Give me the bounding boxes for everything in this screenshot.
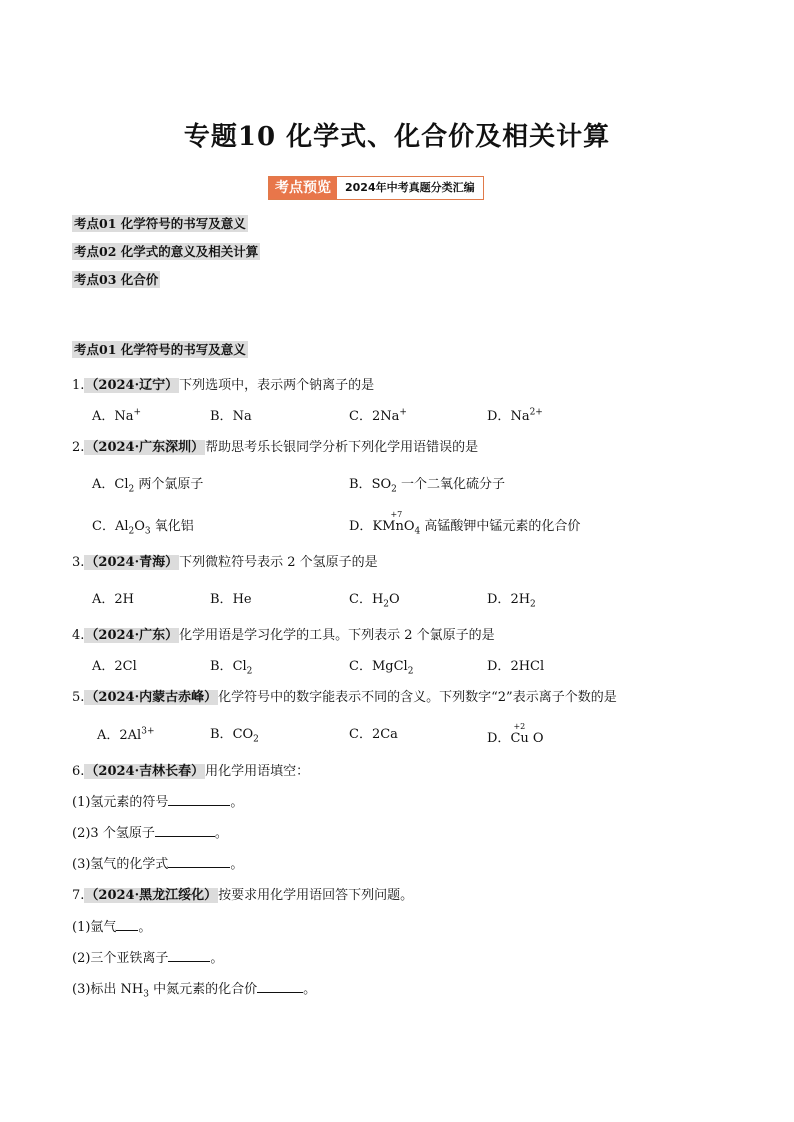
q1-option-c[interactable]: C．2Na+ — [349, 407, 407, 424]
question-6-source: （2024·吉林长春） — [85, 764, 205, 779]
q3-option-a[interactable]: A．2H — [92, 592, 134, 607]
q3-option-c[interactable]: C．$H_2O$ — [349, 592, 400, 610]
question-3-source: （2024·青海） — [85, 555, 179, 570]
question-2-source: （2024·广东深圳） — [85, 440, 205, 455]
q7-line-2: (2)三个亚铁离子 。 — [72, 951, 224, 966]
q5-option-c[interactable]: C．2Ca — [349, 727, 398, 742]
q2-option-a[interactable]: A．$Cl_2$ 两个氯原子 — [92, 477, 204, 495]
q6-line-2: (2)3 个氢原子 。 — [72, 826, 228, 841]
page-title: 专题10 化学式、化合价及相关计算 — [183, 122, 611, 152]
q4-option-c[interactable]: C．MgCl$_2$ — [349, 659, 414, 677]
q7-blank-3[interactable] — [257, 980, 303, 993]
q4-option-d[interactable]: D．2HCl — [487, 659, 545, 674]
question-1-stem: 1.（2024·辽宁）下列选项中，表示两个钠离子的是 — [72, 378, 375, 393]
q3-option-d[interactable]: D．$2H_2$ — [487, 592, 536, 610]
question-5-stem: 5.（2024·内蒙古赤峰）化学符号中的数字能表示不同的含义。下列数字“2”表示离子个数的是 — [72, 690, 617, 705]
q5-option-d[interactable]: D． +2 Cu O — [487, 722, 544, 746]
q7-blank-1[interactable] — [116, 918, 138, 931]
question-1-source: （2024·辽宁） — [85, 378, 179, 393]
toc-item-2[interactable]: 考点02 化学式的意义及相关计算 — [74, 244, 259, 259]
question-5-source: （2024·内蒙古赤峰） — [85, 690, 218, 705]
q3-option-b[interactable]: B．He — [210, 592, 252, 607]
question-7-source: （2024·黑龙江绥化） — [85, 888, 218, 903]
q1-option-a[interactable]: A．Na+ — [92, 407, 142, 424]
toc-item-1[interactable]: 考点01 化学符号的书写及意义 — [74, 216, 246, 231]
question-2-stem: 2.（2024·广东深圳）帮助思考乐长银同学分析下列化学用语错误的是 — [72, 440, 479, 455]
question-7-stem: 7.（2024·黑龙江绥化）按要求用化学用语回答下列问题。 — [72, 888, 414, 903]
q6-blank-1[interactable] — [168, 793, 230, 806]
section-heading: 考点01 化学符号的书写及意义 — [74, 342, 246, 357]
badge-text: 2024年中考真题分类汇编 — [345, 181, 475, 194]
q4-option-a[interactable]: A．2Cl — [92, 659, 137, 674]
preview-badge — [268, 176, 484, 200]
question-6-stem: 6.（2024·吉林长春）用化学用语填空： — [72, 764, 310, 779]
q5-option-b[interactable]: B．$CO_2$ — [210, 727, 259, 745]
badge-tag: 考点预览 — [269, 177, 337, 199]
q7-line-1: (1)氩气 。 — [72, 920, 152, 935]
question-4-source: （2024·广东） — [85, 628, 179, 643]
q7-blank-2[interactable] — [168, 949, 210, 962]
q6-blank-3[interactable] — [168, 855, 230, 868]
question-3-stem: 3.（2024·青海）下列微粒符号表示 2 个氢原子的是 — [72, 555, 378, 570]
q2-option-d[interactable]: D． +7 KMnO$_4$ 高锰酸钾中锰元素的化合价 — [349, 510, 581, 537]
question-4-stem: 4.（2024·广东）化学用语是学习化学的工具。下列表示 2 个氯原子的是 — [72, 628, 495, 643]
toc-item-3[interactable]: 考点03 化合价 — [74, 272, 159, 287]
q2-option-c[interactable]: C．$Al_2O_3$ 氧化铝 — [92, 519, 194, 537]
q7-line-3: (3)标出 $NH_3$ 中氮元素的化合价 。 — [72, 982, 317, 1000]
q4-option-b[interactable]: B．$Cl_2$ — [210, 659, 253, 677]
q1-option-b[interactable]: B．Na — [210, 409, 252, 424]
q6-line-1: (1)氢元素的符号 。 — [72, 795, 244, 810]
q5-option-a[interactable]: A．$2Al^{3+}$ — [97, 726, 155, 743]
q2-option-b[interactable]: B．$SO_2$ 一个二氧化硫分子 — [349, 477, 506, 495]
q6-blank-2[interactable] — [155, 824, 215, 837]
q1-option-d[interactable]: D．$Na^{2+}$ — [487, 407, 543, 424]
q6-line-3: (3)氢气的化学式 。 — [72, 857, 244, 872]
